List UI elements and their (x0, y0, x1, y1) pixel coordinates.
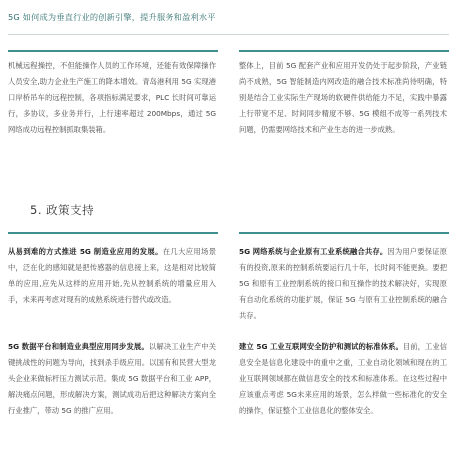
page-header-title: 5G 如何成为垂直行业的创新引擎，提升服务和盈利水平 (8, 12, 216, 22)
policy-heading: 5G 数据平台和制造业典型应用同步发展。 (8, 342, 149, 351)
policy-body: 在几大应用场景中，泛在化的感知就是把传感器的信息接上来，这是相对比较简单的应用,应先从这样的应用开始,先从控制系统的增量应用入手，未来再考虑对现有的成熟系统进行替代或改造。 (8, 247, 217, 304)
accent-bar (8, 50, 218, 52)
accent-bar (239, 50, 449, 52)
policy-body: 以解决工业生产中关键挑战性的问题为导向，找到杀手级应用。以国有和民营大型龙头企业来做标杆压力测试示范。集成 5G 数据平台和工业 APP，解决痛点问题，形成解决方案，测试成功后把这种解决方案向全行业推广，带动 5G 的推广应用。 (8, 342, 216, 415)
policy-heading: 5G 网络系统与企业原有工业系统融合共存。 (239, 247, 388, 256)
remote-control-paragraph: 机械远程操控，不但能操作人员的工作环境，还能有效保障操作人员安全,助力企业生产施工的降本增效。青岛港利用 5G 实现港口岸桥吊车的远程控制，各项指标满足要求，PLC 长时间可靠运行，多协议，多业务并行，上行速率超过 200Mbps，通过 5G 网络成功远程控制抓取集装箱。 (8, 61, 216, 134)
header-divider (8, 34, 449, 35)
section-heading: 5. 政策支持 (30, 203, 95, 217)
accent-bar (239, 232, 449, 234)
policy-heading: 从易到难的方式推进 5G 制造业应用的发展。 (8, 247, 163, 256)
industry-maturity-paragraph: 整体上，目前 5G 配套产业和应用开发仍处于起步阶段，产业链尚不成熟，5G 智能制造内网改造的融合技术标准尚待明确，特别是结合工业实际生产现场的软硬件供给能力不足，实践中暴露上行带宽不足、时间同步精度不够、5G 模组不成等一系列技术问题，仍需要网络技术和产业生态的进一步成熟。 (239, 61, 447, 134)
policy-heading: 建立 5G 工业互联网安全防护和测试的标准体系。 (239, 342, 403, 351)
policy-paragraph (8, 244, 216, 308)
policy-paragraph (8, 339, 216, 419)
policy-body: 目前，工业信息安全是信息化建设中的重中之重，工业自动化领域和现在的工业互联网领域都在做信息安全的技术和标准体系。在这些过程中应该重点考虑 5G未来应用的场景，怎么样做一些标准化的安全的操作，保证整个工业信息化的整体安全。 (239, 342, 448, 415)
policy-paragraph (239, 339, 447, 419)
accent-bar (8, 232, 218, 234)
policy-body: 因为用户要保证原有的投资,原来的控制系统要运行几十年，长时间不能更换。要把 5G 和原有工业控制系统的接口和互操作的技术解决好，实现原有自动化系统的功能扩展，保证 5G 与原有工业控制系统的融合共存。 (239, 247, 448, 320)
policy-paragraph (239, 244, 447, 324)
